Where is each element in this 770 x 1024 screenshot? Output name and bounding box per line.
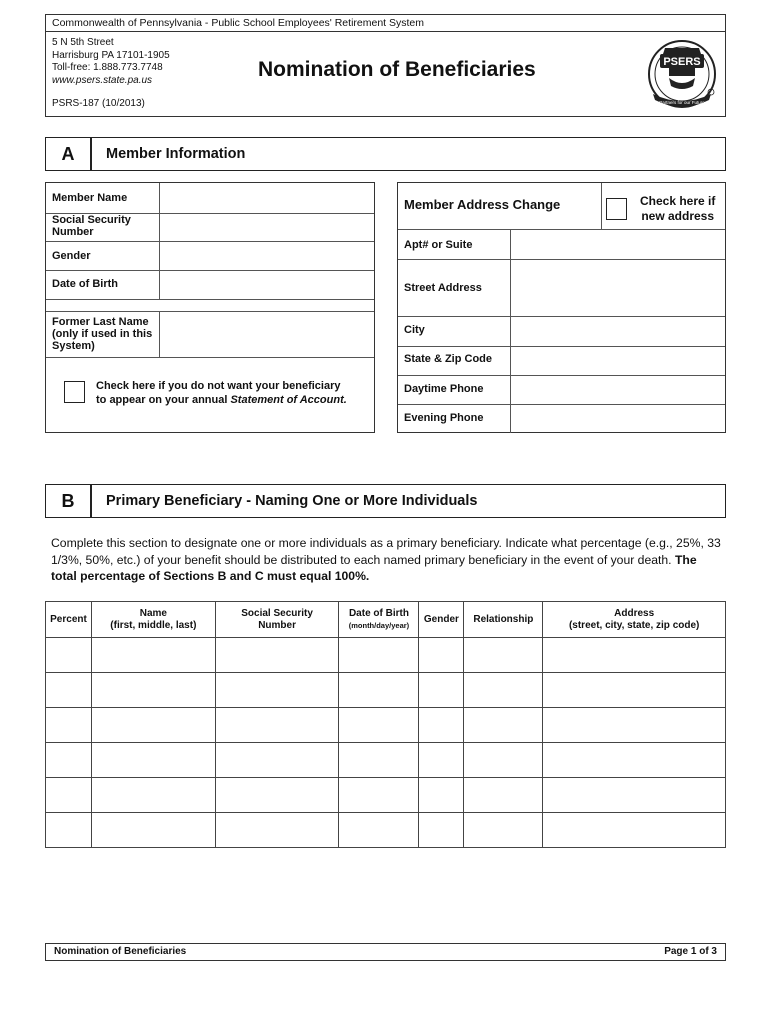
instructions-total-note: The total percentage of Sections B and C must equal 100%. (51, 552, 697, 583)
agency-address (52, 37, 170, 87)
no-beneficiary-checkbox[interactable] (64, 381, 85, 403)
col-dob: Date of Birth (month/day/year) (339, 602, 419, 638)
col-gender: Gender (419, 602, 464, 638)
col-percent: Percent (46, 602, 92, 638)
address-street: 5 N 5th Street (52, 37, 114, 48)
agency-header: Commonwealth of Pennsylvania - Public School Employees' Retirement System (45, 14, 726, 31)
no-beneficiary-label (96, 379, 347, 407)
evening-phone-label: Evening Phone (404, 412, 484, 424)
primary-beneficiary-table (45, 601, 726, 848)
address-city: Harrisburg PA 17101-1905 (52, 49, 170, 61)
ssn-label: Social Security Number (52, 214, 131, 238)
daytime-phone-field[interactable] (511, 376, 725, 404)
col-ssn: Social Security Number (215, 602, 339, 638)
table-row (46, 673, 726, 708)
new-address-line2: new address (641, 209, 715, 223)
logo-text: PSERS (663, 56, 701, 68)
section-a-title: Member Information (106, 146, 246, 162)
section-a-letter: A (46, 138, 92, 170)
apt-field[interactable] (511, 230, 725, 259)
logo-tagline: Partners for our Future (659, 100, 705, 105)
former-last-name-label: Former Last Name (only if used in this System) (52, 316, 153, 352)
street-label: Street Address (404, 282, 482, 294)
section-a-header (45, 137, 726, 171)
gender-field[interactable] (160, 242, 373, 270)
table-row (46, 638, 726, 673)
form-number: PSRS-187 (10/2013) (52, 98, 145, 109)
gender-label: Gender (52, 250, 91, 262)
member-info-box (45, 182, 375, 433)
section-b-title: Primary Beneficiary - Naming One or More Individuals (106, 493, 478, 509)
new-address-line1: Check here if (640, 194, 716, 208)
col-name: Name (first, middle, last) (91, 602, 215, 638)
city-label: City (404, 324, 425, 336)
section-b-header (45, 484, 726, 518)
member-name-label: Member Name (52, 192, 128, 204)
toll-free-number: Toll-free: 1.888.773.7748 (52, 62, 163, 73)
statement-of-account: Statement of Account. (230, 394, 347, 406)
no-beneficiary-line2: to appear on your annual (96, 394, 231, 406)
instructions-text: Complete this section to designate one or more individuals as a primary beneficiary. Indicate what percentage (e.g., 25%, 33 1/3%, 50%, etc.) of your benefit should be distributed to each named primary beneficiary in the event of your death. (51, 536, 721, 567)
address-change-label: Member Address Change (404, 197, 561, 212)
website-link[interactable]: www.psers.state.pa.us (52, 74, 153, 86)
city-field[interactable] (511, 317, 725, 346)
new-address-checkbox[interactable] (606, 198, 627, 220)
col-relationship: Relationship (464, 602, 543, 638)
state-zip-label: State & Zip Code (404, 353, 493, 365)
apt-label: Apt# or Suite (404, 239, 473, 251)
member-name-field[interactable] (160, 184, 373, 212)
dob-label: Date of Birth (52, 278, 118, 290)
new-address-label (640, 194, 715, 224)
daytime-phone-label: Daytime Phone (404, 383, 484, 395)
table-row (46, 778, 726, 813)
dob-field[interactable] (160, 271, 373, 299)
page-title: Nomination of Beneficiaries (258, 58, 536, 81)
page-footer (45, 943, 726, 961)
street-field[interactable] (511, 260, 725, 316)
former-last-name-field[interactable] (160, 312, 373, 357)
ssn-field[interactable] (160, 214, 373, 241)
psers-logo (645, 36, 719, 112)
section-b-instructions (51, 535, 721, 585)
table-row (46, 813, 726, 848)
table-row (46, 743, 726, 778)
section-b-letter: B (46, 485, 92, 517)
evening-phone-field[interactable] (511, 405, 725, 433)
table-row (46, 708, 726, 743)
state-zip-field[interactable] (511, 347, 725, 375)
address-change-box (397, 182, 726, 433)
footer-title: Nomination of Beneficiaries (54, 946, 187, 957)
col-address: Address (street, city, state, zip code) (543, 602, 726, 638)
table-header-row (46, 602, 726, 638)
page-number: Page 1 of 3 (664, 946, 717, 957)
no-beneficiary-line1: Check here if you do not want your beneficiary (96, 380, 341, 392)
header-box (45, 31, 726, 117)
